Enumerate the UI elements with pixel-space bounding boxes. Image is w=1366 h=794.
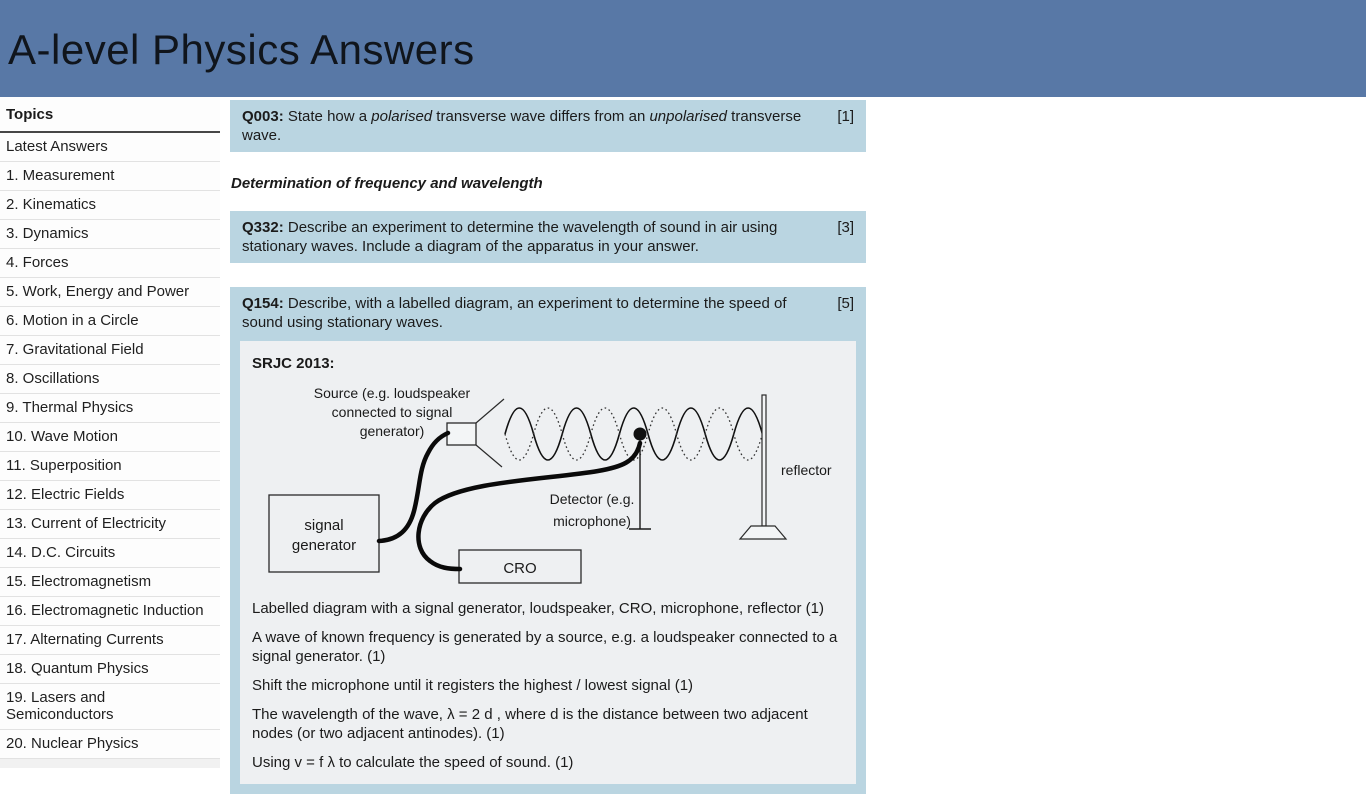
- reflector-base: [740, 526, 786, 539]
- sidebar-heading: Topics: [0, 97, 220, 133]
- marks-badge: [1]: [837, 108, 854, 125]
- reflector-label: reflector: [781, 462, 832, 478]
- answer-point: Using v = f λ to calculate the speed of sound. (1): [252, 754, 574, 771]
- source-label: Source (e.g. loudspeaker: [313, 385, 471, 401]
- speaker-cone-line: [476, 445, 502, 467]
- app-header: [0, 0, 1366, 97]
- sidebar-item-alternating-currents[interactable]: 17. Alternating Currents: [0, 626, 220, 655]
- sidebar-item-superposition[interactable]: 11. Superposition: [0, 452, 220, 481]
- sidebar-item-electric-fields[interactable]: 12. Electric Fields: [0, 481, 220, 510]
- sidebar-item-gravitational-field[interactable]: 7. Gravitational Field: [0, 336, 220, 365]
- question-text: Q154: Describe, with a labelled diagram, an experiment to determine the speed of sound using stationary waves.: [242, 295, 787, 331]
- sidebar-item-electromagnetic-induction[interactable]: 16. Electromagnetic Induction: [0, 597, 220, 626]
- marks-badge: [5]: [837, 295, 854, 312]
- answer-source-header: SRJC 2013:: [252, 355, 335, 372]
- sidebar-item-work-energy-power[interactable]: 5. Work, Energy and Power: [0, 278, 220, 307]
- question-card-q154: [230, 287, 866, 794]
- sidebar-item-motion-in-a-circle[interactable]: 6. Motion in a Circle: [0, 307, 220, 336]
- question-id: Q332:: [242, 219, 284, 236]
- sidebar-item-current-of-electricity[interactable]: 13. Current of Electricity: [0, 510, 220, 539]
- question-id: Q003:: [242, 108, 284, 125]
- cro-label: CRO: [503, 560, 537, 577]
- sidebar-item-dc-circuits[interactable]: 14. D.C. Circuits: [0, 539, 220, 568]
- stationary-wave-experiment-diagram: [252, 383, 852, 589]
- loudspeaker-icon: [447, 423, 476, 445]
- sidebar-item-measurement[interactable]: 1. Measurement: [0, 162, 220, 191]
- sidebar-item-lasers-semiconductors[interactable]: 19. Lasers and Semiconductors: [0, 684, 220, 730]
- answer-point: The wavelength of the wave, λ = 2 d , where d is the distance between two adjacent nodes (or two adjacent antinodes). (1): [252, 706, 808, 742]
- reflector-rod: [762, 395, 766, 526]
- sidebar-item-electromagnetism[interactable]: 15. Electromagnetism: [0, 568, 220, 597]
- microphone-icon: [634, 428, 647, 441]
- speaker-cone-line: [476, 399, 504, 423]
- sidebar-item-thermal-physics[interactable]: 9. Thermal Physics: [0, 394, 220, 423]
- answer-point: Shift the microphone until it registers the highest / lowest signal (1): [252, 677, 694, 694]
- sidebar-item-kinematics[interactable]: 2. Kinematics: [0, 191, 220, 220]
- question-text: Q332: Describe an experiment to determine the wavelength of sound in air using stationary waves. Include a diagram of the apparatus in your answer.: [242, 219, 778, 255]
- answer-panel: [240, 341, 856, 784]
- marks-badge: [3]: [837, 219, 854, 236]
- sidebar-item-quantum-physics[interactable]: 18. Quantum Physics: [0, 655, 220, 684]
- sidebar-item-nuclear-physics[interactable]: 20. Nuclear Physics: [0, 730, 220, 759]
- detector-label: Detector (e.g.: [549, 491, 635, 507]
- signal-generator-label: signal: [304, 517, 344, 534]
- question-id: Q154:: [242, 295, 284, 312]
- svg-text:microphone): microphone): [553, 513, 631, 529]
- question-card-q003: [230, 100, 866, 152]
- sidebar-item-oscillations[interactable]: 8. Oscillations: [0, 365, 220, 394]
- svg-text:connected to signal: connected to signal: [331, 404, 453, 420]
- section-heading: Determination of frequency and wavelength: [231, 175, 543, 192]
- sidebar-item-forces[interactable]: 4. Forces: [0, 249, 220, 278]
- question-text: Q003: State how a polarised transverse wave differs from an unpolarised transverse wave.: [242, 108, 802, 144]
- sidebar-item-dynamics[interactable]: 3. Dynamics: [0, 220, 220, 249]
- svg-text:generator): generator): [359, 423, 425, 439]
- answer-point: Labelled diagram with a signal generator, loudspeaker, CRO, microphone, reflector (1): [252, 600, 824, 617]
- answer-point: A wave of known frequency is generated by a source, e.g. a loudspeaker connected to a signal generator. (1): [252, 629, 838, 665]
- signal-generator-to-speaker-cable: [379, 433, 448, 541]
- answers-main-column: [230, 97, 866, 794]
- sidebar-item-wave-motion[interactable]: 10. Wave Motion: [0, 423, 220, 452]
- page-title: A-level Physics Answers: [8, 26, 475, 73]
- question-card-q332: [230, 211, 866, 263]
- sidebar-item-latest-answers[interactable]: Latest Answers: [0, 133, 220, 162]
- svg-text:generator: generator: [291, 537, 357, 554]
- topics-sidebar: [0, 97, 220, 768]
